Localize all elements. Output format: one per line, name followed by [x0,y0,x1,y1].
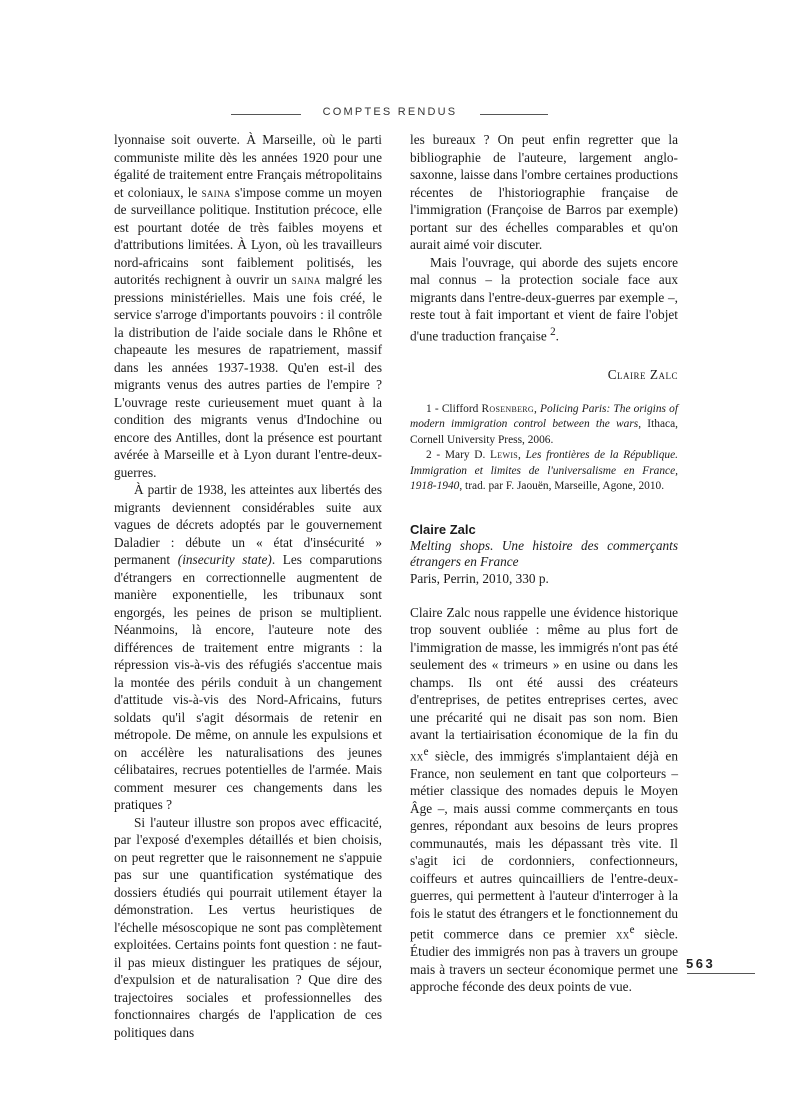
page-number-rule [687,973,755,974]
header-title: COMPTES RENDUS [322,106,458,118]
page-number: 563 [686,956,716,971]
review-book-title: Melting shops. Une histoire des commerçants étrangers en France [410,537,678,569]
right-column [410,131,678,996]
saina-abbrev: saina [201,184,231,200]
review-heading [410,521,678,587]
left-paragraph-1: lyonnaise soit ouverte. À Marseille, où le parti communiste milite dès les années 1920 pour une égalité de traitement entre Français métropolitains et coloniaux, le saina s'impose comme un moyen de surveillance politique. Institution précoce, elle est pourtant dotée de très faibles moyens et d'attributions limitées. À Lyon, où les travailleurs nord-africains sont faiblement politisés, les autorités rechignent à ouvrir un saina malgré les pressions ministérielles. Mais une fois créé, le service s'arroge d'importants pouvoirs : il contrôle la distribution de l'aide sociale dans le Rhône et chapeaute les mesures de rapatriement, massif dans les années 1937-1938. Qu'en est-il des migrants venus des autres parties de l'empire ? L'ouvrage reste curieusement muet quant à la condition des migrants venus d'Indochine ou encore des Antilles, dont la présence est pourtant avérée à Marseille et à Lyon durant l'entre-deux-guerres. [114,132,383,480]
review-signature: Claire Zalc [607,367,678,383]
right-paragraph-1: les bureaux ? On peut enfin regretter que la bibliographie de l'auteure, largement anglo-saxonne, laisse dans l'ombre certaines productions récentes de l'historiographie française de l'immigration (Françoise de Barros par exemple) portant sur des échelles comparables et qu'on aurait aimé voir discuter. [410,132,678,252]
insecurity-state-term: (insecurity state) [177,552,272,567]
footnote-2: 2 - Mary D. Lewis, Les frontières de la République. Immigration et limites de l'universalisme en France, 1918-1940, trad. par F. Jaouën, Marseille, Agone, 2010. [410,449,678,493]
review-body: Claire Zalc nous rappelle une évidence historique trop souvent oubliée : même au plus fort de l'immigration de masse, les immigrés n'ont pas été seulement des « trimeurs » en usine ou dans les champs. Ils ont été aussi des créateurs d'entreprises, de petites entreprises certes, avec une précarité qui ne disait pas son nom. Bien avant la tertiairisation économique de la fin du $xx^e$ siècle, des immigrés s'implantaient déjà en France, non seulement en tant que colporteurs – métier classique des nomades depuis le Moyen Âge –, mais aussi comme commerçants en tous genres, répondant aux besoins de leurs propres communautés, mais les dépassant très vite. Il s'agit ici de cordonniers, confectionneurs, coiffeurs et autres quincailliers de l'entre-deux-guerres, qui permettent à l'auteur d'interroger à la fois le statut des étrangers et le fonctionnement du petit commerce dans ce premier $xx^e$ siècle. Étudier des immigrés non pas à travers un groupe mais à travers un secteur économique permet une approche féconde des deux points de vue. [410,604,678,995]
footnote-ref-2[interactable]: 2 [550,325,556,338]
right-paragraph-2: Mais l'ouvrage, qui aborde des sujets encore mal connus – la protection sociale face aux migrants dans l'entre-deux-guerres par exemple –, reste tout à fait important et vient de faire l'objet d'une traduction française $^2$. [410,254,678,343]
header-rule-right [480,114,548,115]
left-column [114,131,382,1041]
header-rule-left [231,114,301,115]
footnote-1: 1 - Clifford Rosenberg, Policing Paris: The origins of modern immigration control between the wars, Ithaca, Cornell University Press, 2006. [410,402,678,446]
review-author: Claire Zalc [410,521,476,537]
left-paragraph-2: À partir de 1938, les atteintes aux libertés des migrants deviennent considérables suite aux vagues de décrets adoptés par le gouvernement Daladier : débute un « état d'insécurité » permanent (insecurity state). Les comparutions d'étrangers en correctionnelle augmentent de manière exponentielle, les tribunaux sont engorgés, les peines de prison se multiplient. Néanmoins, là encore, l'auteure note des différences de traitement entre migrants : la répression vis-à-vis des réfugiés s'accentue mais la montée des périls conduit à un changement d'attitude vis-à-vis des Nord-Africains, futurs soldats qu'il s'agit désormais de retenir en métropole. De même, on annule les expulsions et on accélère les naturalisations des jeunes célibataires, recrues potentielles de l'armée. Mais comment mesurer ces changements dans les pratiques ? [114,482,382,812]
running-header [0,106,800,124]
review-publication: Paris, Perrin, 2010, 330 p. [410,570,549,586]
footnotes [410,402,678,495]
saina-abbrev: saina [291,272,321,287]
left-paragraph-3: Si l'auteur illustre son propos avec efficacité, par l'exposé d'exemples détaillés et bien choisis, on peut regretter que le raisonnement ne s'appuie pas sur une quantification systématique des dossiers étudiés qui pourrait utilement étayer la démonstration. Les vertus heuristiques de l'échelle mésoscopique ne sont pas complètement exploitées. Certains points font question : ne faut-il pas mieux distinguer les pratiques de séjour, d'expulsion et de naturalisation ? Que dire des trajectoires sociales et professionnelles des fonctionnaires chargés de l'application de ces politiques dans [114,814,382,1040]
